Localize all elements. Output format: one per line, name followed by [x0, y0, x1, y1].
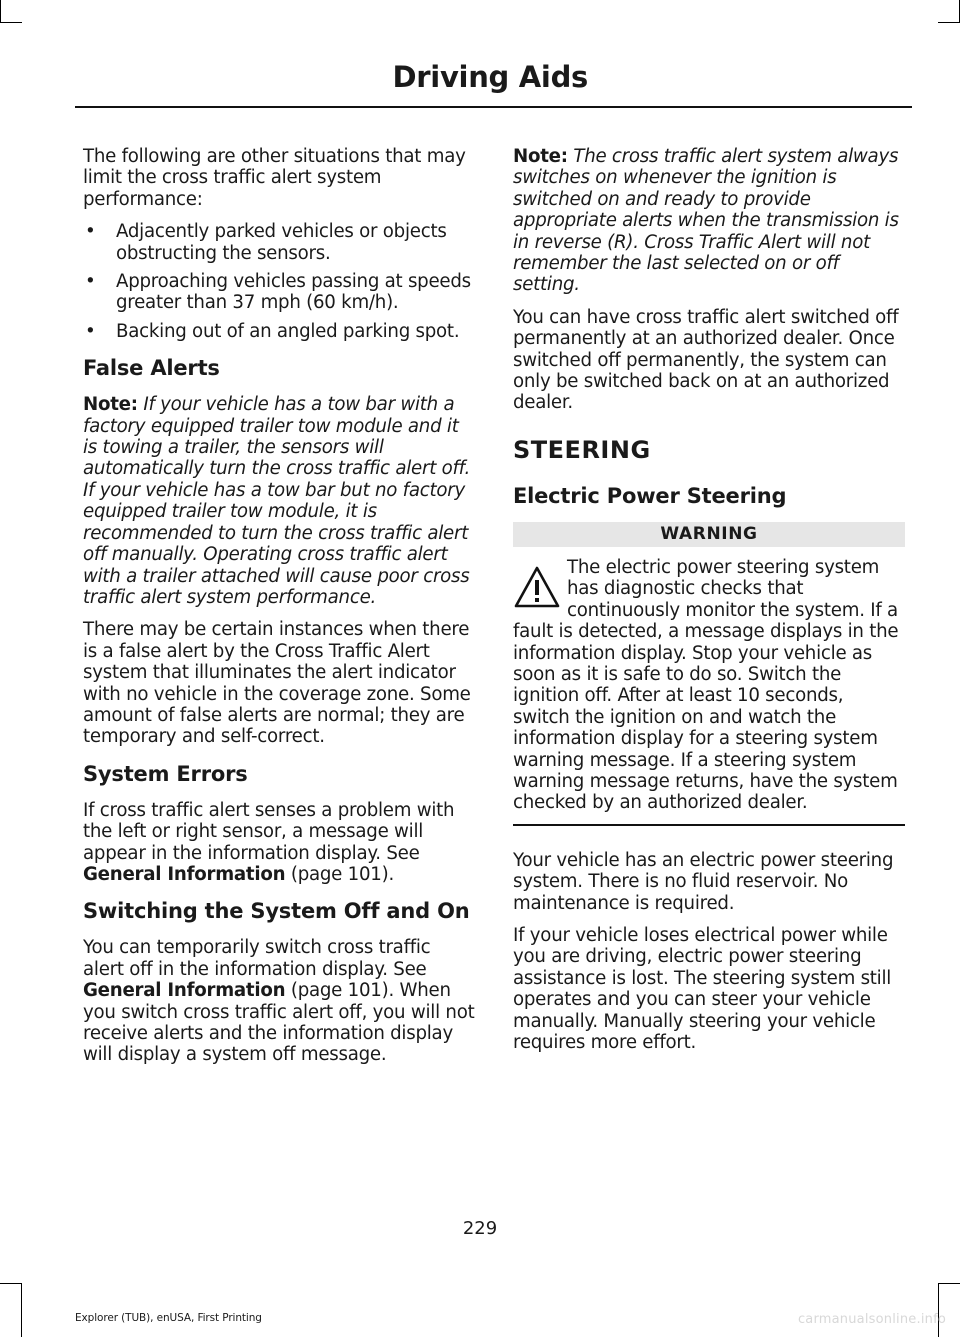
left-column — [83, 146, 475, 1077]
intro-paragraph: The following are other situations that may limit the cross traffic alert system performance: — [83, 146, 466, 210]
limitations-list — [83, 221, 475, 342]
system-errors-heading: System Errors — [83, 761, 248, 786]
crop-mark — [0, 0, 1, 22]
bullet-icon: • — [85, 320, 96, 342]
crop-mark — [938, 1283, 960, 1284]
crop-mark — [938, 22, 960, 23]
warning-label: WARNING — [513, 522, 905, 547]
bullet-icon: • — [85, 221, 96, 243]
list-item: • Backing out of an angled parking spot. — [85, 320, 460, 342]
crop-mark — [21, 1284, 22, 1337]
xref-link[interactable]: General Information — [83, 980, 286, 1002]
bullet-icon: • — [85, 271, 96, 293]
switching-body: You can temporarily switch cross traffic alert off in the information display. See General Information (page 101). When you switch cross traffic alert off, you will not receive alerts and the information display will display a system off message. — [83, 937, 475, 1066]
list-item: • Adjacently parked vehicles or objects obstructing the sensors. — [85, 221, 447, 264]
warning-box — [513, 547, 905, 826]
steering-section-heading: STEERING — [513, 435, 651, 464]
footer-text: Explorer (TUB), enUSA, First Printing — [75, 1312, 262, 1324]
xref-link[interactable]: General Information — [83, 863, 286, 885]
eps-paragraph-2: If your vehicle loses electrical power while you are driving, electric power steering assistance is lost. The steering system still operates and you can steer your vehicle manually. Manually steering your vehicle requires more effort. — [513, 924, 892, 1053]
crop-mark — [0, 1283, 22, 1284]
switching-heading: Switching the System Off and On — [83, 899, 470, 924]
right-column — [513, 146, 905, 1064]
always-on-note: Note: The cross traffic alert system always switches on whenever the ignition is switched on and ready to provide appropriate alerts when the transmission is in reverse (R). Cross Traffic Alert will not remember the last selected on or off setting. — [513, 146, 899, 296]
watermark: carmanualsonline.info — [797, 1312, 946, 1327]
list-item: • Approaching vehicles passing at speeds greater than 37 mph (60 km/h). — [85, 271, 471, 314]
false-alerts-heading: False Alerts — [83, 356, 220, 381]
header-rule — [75, 106, 912, 108]
system-errors-body: If cross traffic alert senses a problem with the left or right sensor, a message will appear in the information display. See General Information (page 101). — [83, 799, 455, 885]
false-alerts-note: Note: If your vehicle has a tow bar with a factory equipped trailer tow module and it is towing a trailer, the sensors will automatically turn the cross traffic alert off. If your vehicle has a tow bar but no factory equipped trailer tow module, it is recommended to turn the cross traffic alert off manually. Operating cross traffic alert with a trailer attached will cause poor cross traffic alert system performance. — [83, 394, 470, 608]
dealer-paragraph: You can have cross traffic alert switched off permanently at an authorized dealer. Once switched off permanently, the system can only be switched back on at an authorized dealer. — [513, 306, 899, 414]
warning-text: The electric power steering system has diagnostic checks that continuously monitor the system. If a fault is detected, a message displays in the information display. Stop your vehicle as soon as it is safe to do so. Switch the ignition off. After at least 10 seconds, switch the ignition on and watch the information display for a steering system warning message. If a steering system warning message returns, have the system checked by an authorized dealer. — [513, 556, 899, 814]
page-number: 229 — [462, 1218, 498, 1239]
warning-triangle-icon — [513, 563, 561, 611]
crop-mark — [938, 1284, 939, 1337]
eps-paragraph-1: Your vehicle has an electric power steering system. There is no fluid reservoir. No maintenance is required. — [513, 849, 894, 914]
crop-mark — [0, 22, 22, 23]
electric-power-steering-heading: Electric Power Steering — [513, 483, 787, 508]
false-alerts-body: There may be certain instances when there is a false alert by the Cross Traffic Alert system that illuminates the alert indicator with no vehicle in the coverage zone. Some amount of false alerts are normal; they are temporary and self-correct. — [83, 619, 471, 748]
page-title: Driving Aids — [392, 60, 588, 94]
